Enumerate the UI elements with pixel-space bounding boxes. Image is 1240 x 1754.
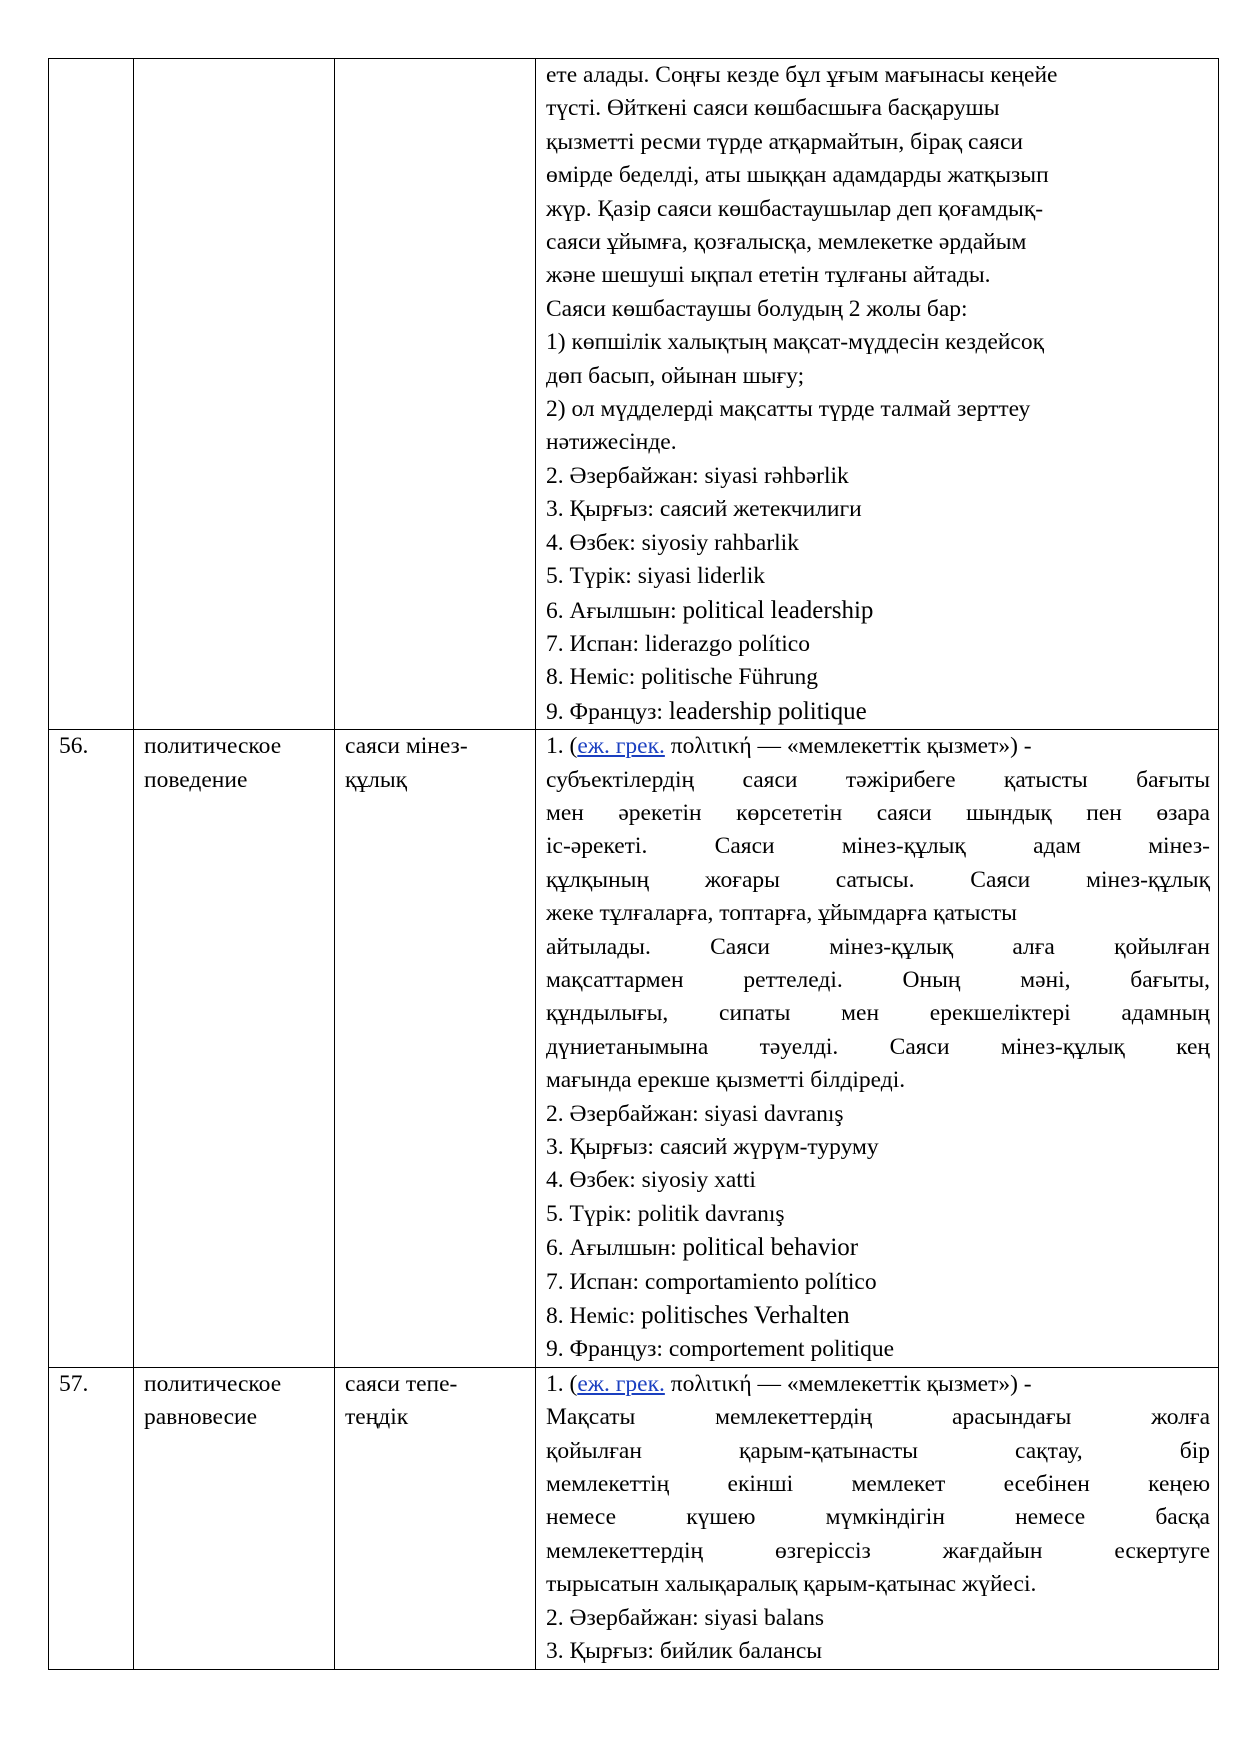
definition-first-line <box>546 1368 1210 1401</box>
russian-term-cell <box>134 730 335 1368</box>
definition-prefix: 1. ( <box>546 1370 578 1397</box>
translation-line <box>546 527 1210 560</box>
table-row <box>49 1367 1219 1669</box>
translation-term: comportement politique <box>668 1336 894 1363</box>
definition-line: Саяси көшбастаушы болудың 2 жолы бар: <box>546 295 968 322</box>
russian-term-line: политическое <box>144 1370 282 1397</box>
definition-line: іс-әрекеті. Саяси мінез-құлық адам мінез- <box>546 833 1210 860</box>
definition-line: ете алады. Соңғы кезде бұл ұғым мағынасы кеңейе <box>546 62 1058 88</box>
definition-line: немесе күшею мүмкіндігін немесе басқа <box>546 1504 1210 1531</box>
translation-term: political leadership <box>682 596 874 624</box>
translation-line <box>546 695 1210 729</box>
translation-term: politik davranış <box>637 1200 785 1227</box>
definition-line: қойылған қарым-қатынасты сақтау, бір <box>546 1437 1210 1464</box>
kazakh-term-line: құлық <box>345 766 408 793</box>
definition-line: түсті. Өйткені саяси көшбасшыға басқарушы <box>546 95 1000 122</box>
definition-prefix: 1. ( <box>546 733 578 760</box>
definition-line: құндылығы, сипаты мен ерекшеліктері адамның <box>546 1000 1210 1027</box>
translation-term: siyosiy rahbarlik <box>641 529 799 556</box>
definition-line: субъектілердің саяси тәжірибеге қатысты бағыты <box>546 766 1210 793</box>
definition-line: мен әрекетін көрсететін саяси шындық пен өзара <box>546 799 1210 826</box>
translation-language: 6. Ағылшын: <box>546 1235 683 1262</box>
translation-language: 5. Түрік: <box>546 563 638 590</box>
row-number-cell <box>49 1367 134 1669</box>
translation-language: 3. Қырғыз: <box>546 1638 660 1665</box>
definition-first-line <box>546 730 1210 763</box>
kazakh-term-cell <box>335 59 536 730</box>
glossary-body <box>49 59 1219 1670</box>
translation-line <box>546 1198 1210 1231</box>
row-number-cell <box>49 59 134 730</box>
translation-term: political behavior <box>682 1234 859 1262</box>
row-number-cell <box>49 730 134 1368</box>
definition-line: дөп басып, ойынан шығу; <box>546 362 805 389</box>
definition-cell <box>536 1367 1219 1669</box>
definition-line: мемлекеттердің өзгеріссіз жағдайын ескертуге <box>546 1537 1210 1564</box>
translation-term: politische Führung <box>641 664 819 691</box>
translation-line <box>546 661 1210 694</box>
russian-term-cell <box>134 1367 335 1669</box>
translation-line <box>546 1333 1210 1366</box>
translation-language: 7. Испан: <box>546 1268 645 1295</box>
translation-language: 3. Қырғыз: <box>546 496 660 523</box>
translation-line <box>546 560 1210 593</box>
etymology-link[interactable]: еж. грек. <box>577 733 665 760</box>
translation-term: бийлик балансы <box>659 1638 823 1665</box>
translation-term: siyasi liderlik <box>637 563 765 590</box>
definition-line: және шешуші ықпал ететін тұлғаны айтады. <box>546 262 991 289</box>
translation-line <box>546 1231 1210 1265</box>
translation-language: 8. Неміс: <box>546 1303 642 1330</box>
translation-language: 4. Өзбек: <box>546 1167 642 1194</box>
translation-term: siyasi balans <box>704 1604 824 1631</box>
translation-language: 8. Неміс: <box>546 664 642 691</box>
translation-language: 5. Түрік: <box>546 1200 638 1227</box>
translation-language: 9. Француз: <box>546 698 669 725</box>
table-row <box>49 59 1219 730</box>
definition-line: мағында ерекше қызметті білдіреді. <box>546 1067 906 1094</box>
translation-line <box>546 594 1210 628</box>
translation-term: siyasi rəhbərlik <box>704 462 849 489</box>
definition-cell <box>536 730 1219 1368</box>
translation-line <box>546 1098 1210 1131</box>
definition-line: жүр. Қазір саяси көшбастаушылар деп қоғамдық- <box>546 195 1044 222</box>
definition-line: дүниетанымына тәуелді. Саяси мінез-құлық кең <box>546 1033 1210 1060</box>
translation-line <box>546 1602 1210 1635</box>
translation-term: siyasi davranış <box>704 1100 844 1127</box>
table-row <box>49 730 1219 1368</box>
definition-line: мемлекеттің екінші мемлекет есебінен кеңею <box>546 1471 1210 1498</box>
russian-term-line: равновесие <box>144 1404 258 1431</box>
definition-line: мақсаттармен реттеледі. Оның мәні, бағыты, <box>546 966 1210 993</box>
translation-language: 4. Өзбек: <box>546 529 642 556</box>
translation-language: 2. Әзербайжан: <box>546 1604 705 1631</box>
translation-term: liderazgo político <box>644 630 810 657</box>
definition-line: қызметті ресми түрде атқармайтын, бірақ саяси <box>546 128 1023 155</box>
translation-line <box>546 1164 1210 1197</box>
translation-language: 2. Әзербайжан: <box>546 462 705 489</box>
definition-line: жеке тұлғаларға, топтарға, ұйымдарға қатысты <box>546 900 1017 927</box>
translation-line <box>546 1266 1210 1299</box>
translation-language: 7. Испан: <box>546 630 645 657</box>
translation-term: leadership politique <box>668 697 867 725</box>
kazakh-term-line: теңдік <box>345 1404 409 1431</box>
etymology-text: πολιτική — «мемлекеттік қызмет») - <box>664 733 1032 760</box>
translation-language: 6. Ағылшын: <box>546 597 683 624</box>
translation-term: саясий жетекчилиги <box>659 496 862 523</box>
row-number: 56. <box>59 733 89 760</box>
kazakh-term-line: саяси мінез- <box>345 733 468 760</box>
translation-line <box>546 1299 1210 1333</box>
kazakh-term-cell <box>335 1367 536 1669</box>
translation-term: саясий жүрүм-туруму <box>659 1134 879 1160</box>
translation-language: 3. Қырғыз: <box>546 1134 660 1160</box>
definition-line: 2) ол мүдделерді мақсатты түрде талмай зерттеу <box>546 396 1031 423</box>
row-number: 57. <box>59 1370 89 1397</box>
translation-line <box>546 1635 1210 1668</box>
definition-line: 1) көпшілік халықтың мақсат-мүддесін кездейсоқ <box>546 329 1045 356</box>
definition-line: саяси ұйымға, қозғалысқа, мемлекетке әрдайым <box>546 229 1027 256</box>
etymology-text: πολιτική — «мемлекеттік қызмет») - <box>664 1370 1032 1397</box>
etymology-link[interactable]: еж. грек. <box>577 1370 665 1397</box>
translation-term: siyosiy xatti <box>641 1167 756 1194</box>
russian-term-cell <box>134 59 335 730</box>
definition-line: айтылады. Саяси мінез-құлық алға қойылған <box>546 933 1210 960</box>
russian-term-line: поведение <box>144 766 248 793</box>
glossary-table <box>48 58 1219 1670</box>
definition-line: құлқының жоғары сатысы. Саяси мінез-құлық <box>546 866 1210 893</box>
translation-line <box>546 460 1210 493</box>
definition-line: өмірде беделді, аты шыққан адамдарды жатқызып <box>546 162 1049 189</box>
translation-line <box>546 628 1210 661</box>
translation-term: comportamiento político <box>644 1268 877 1295</box>
definition-line: тырысатын халықаралық қарым-қатынас жүйесі. <box>546 1571 1037 1598</box>
definition-line: Мақсаты мемлекеттердің арасындағы жолға <box>546 1404 1210 1431</box>
definition-line: нәтижесінде. <box>546 429 677 456</box>
translation-line <box>546 493 1210 526</box>
translation-line <box>546 1131 1210 1164</box>
translation-term: politisches Verhalten <box>641 1302 850 1330</box>
translation-language: 2. Әзербайжан: <box>546 1100 705 1127</box>
kazakh-term-line: саяси тепе- <box>345 1370 458 1397</box>
translation-language: 9. Француз: <box>546 1336 669 1363</box>
definition-cell <box>536 59 1219 730</box>
kazakh-term-cell <box>335 730 536 1368</box>
russian-term-line: политическое <box>144 733 282 760</box>
